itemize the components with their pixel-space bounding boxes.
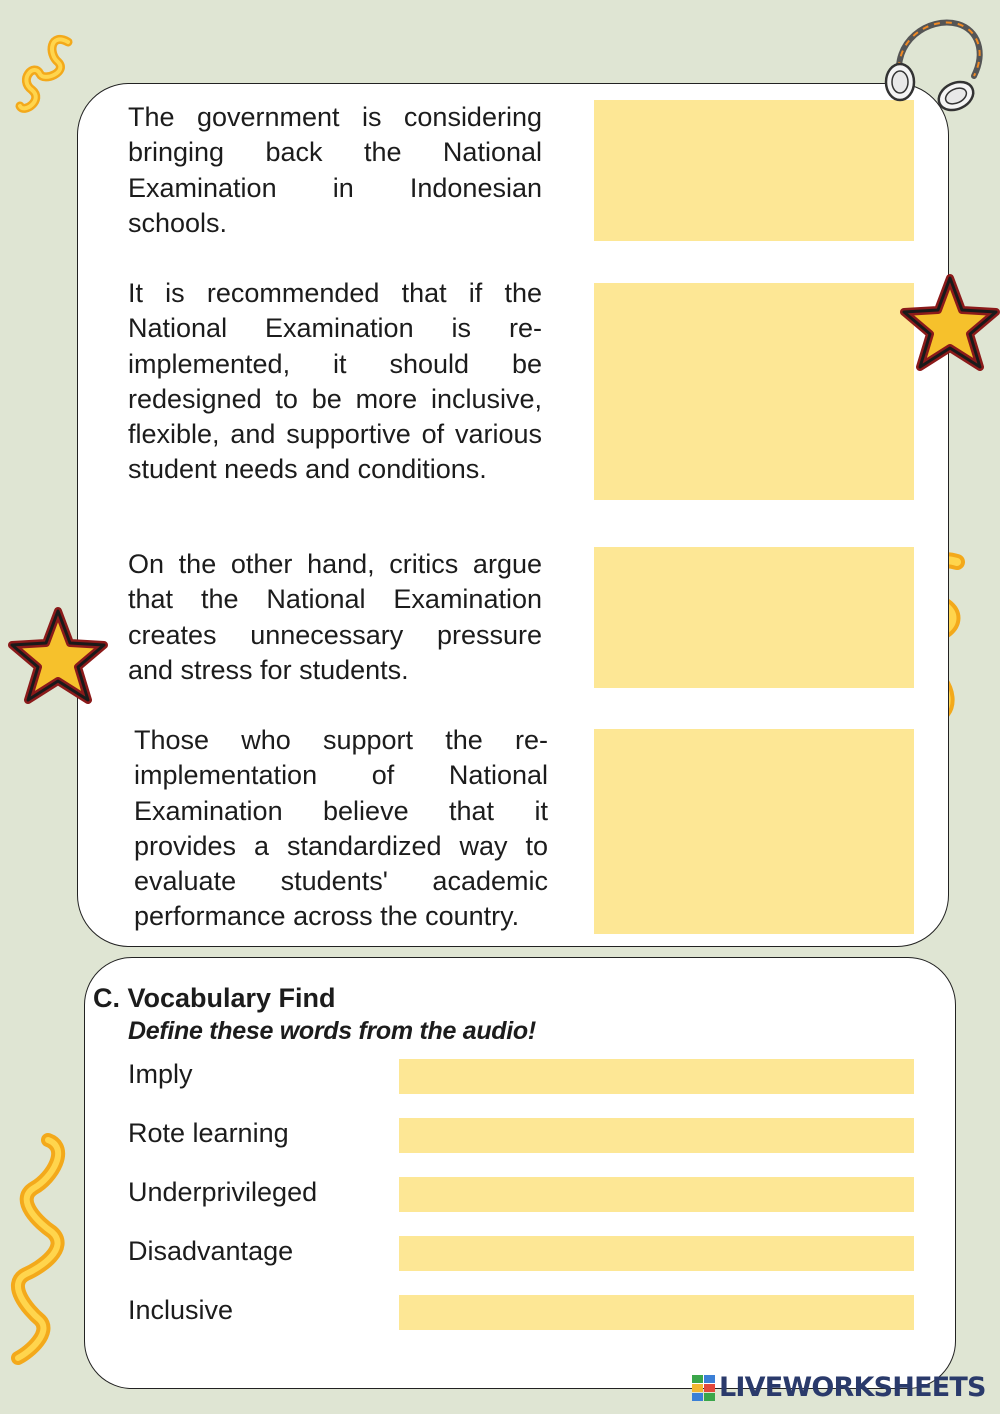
vocab-word-disadvantage: Disadvantage (128, 1236, 294, 1266)
squiggle-icon (10, 32, 80, 137)
star-icon (8, 605, 108, 705)
reading-paragraph-4: Those who support the re-implementation of National Examination believe that it provides a standardized way to evaluate students' academic performance across the country. (134, 725, 548, 932)
headphones-icon (878, 12, 988, 122)
answer-box-2[interactable] (594, 283, 914, 500)
answer-box-1[interactable] (594, 100, 914, 241)
reading-paragraph-2: It is recommended that if the National Examination is re-implemented, it should be redesigned to be more inclusive, flexible, and supportive of various student needs and conditions. (128, 278, 542, 485)
star-icon (900, 272, 1000, 372)
vocab-word-inclusive: Inclusive (128, 1295, 234, 1325)
brand-name: LIVEWORKSHEETS (719, 1372, 986, 1403)
vocab-answer-disadvantage[interactable] (399, 1236, 914, 1271)
vocab-word-rote-learning: Rote learning (128, 1118, 289, 1148)
vocab-answer-underprivileged[interactable] (399, 1177, 914, 1212)
answer-box-3[interactable] (594, 547, 914, 688)
answer-box-4[interactable] (594, 729, 914, 934)
liveworksheets-logo-icon (692, 1375, 716, 1401)
reading-paragraph-3: On the other hand, critics argue that the National Examination creates unnecessary pressure and stress for students. (128, 549, 542, 685)
section-instruction: Define these words from the audio! (128, 1017, 536, 1045)
reading-paragraph-1: The government is considering bringing back the National Examination in Indonesian schools. (128, 102, 542, 238)
vocab-word-underprivileged: Underprivileged (128, 1177, 318, 1207)
vocab-word-imply: Imply (128, 1059, 193, 1089)
squiggle-icon (0, 1128, 80, 1368)
vocab-answer-inclusive[interactable] (399, 1295, 914, 1330)
vocab-answer-imply[interactable] (399, 1059, 914, 1094)
section-title: C. Vocabulary Find (93, 983, 336, 1013)
liveworksheets-logo (692, 1372, 986, 1403)
vocab-answer-rote-learning[interactable] (399, 1118, 914, 1153)
